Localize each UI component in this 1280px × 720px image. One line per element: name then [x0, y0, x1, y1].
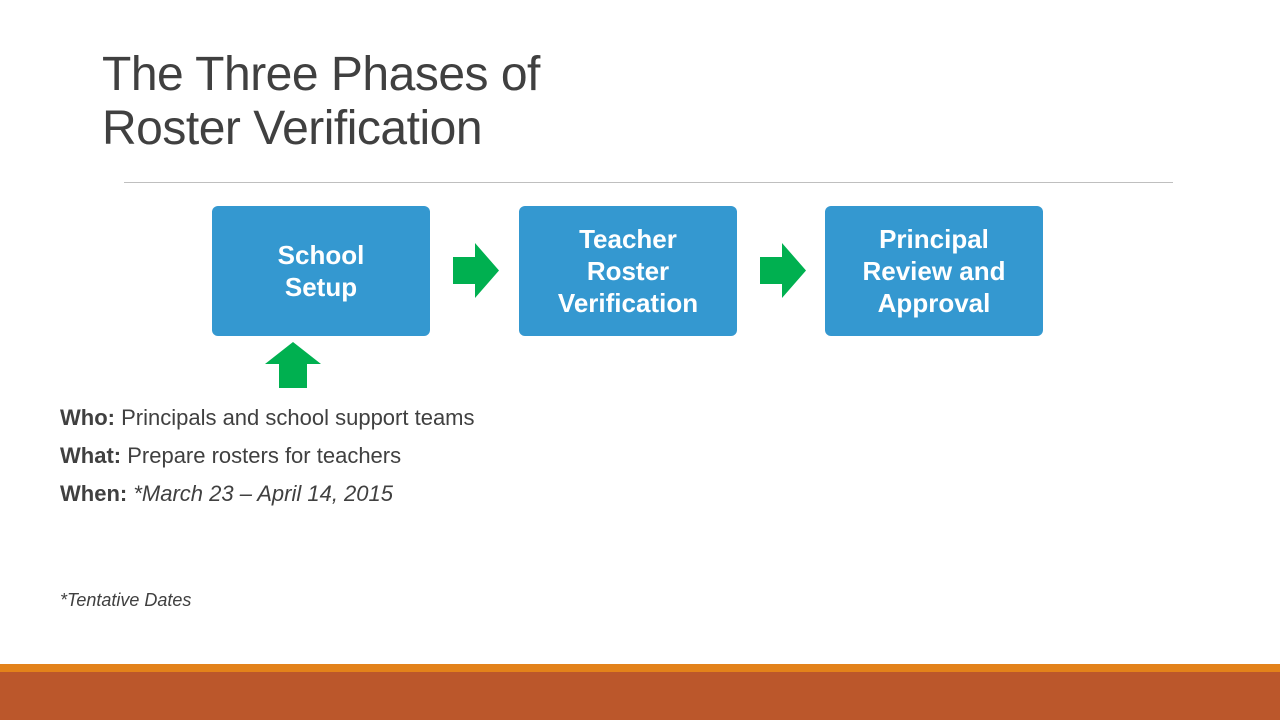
phase-box-principal-review-approval: [825, 206, 1043, 336]
phase-label-line: School: [277, 240, 365, 270]
detail-who-value: Principals and school support teams: [121, 405, 475, 430]
detail-when-value: *March 23 – April 14, 2015: [133, 481, 393, 506]
detail-when-label: When:: [60, 481, 128, 506]
title-line-1: The Three Phases of: [102, 48, 540, 101]
arrow-right-icon: [453, 243, 499, 298]
arrow-up-icon: [265, 342, 321, 388]
phase-label: [558, 223, 698, 319]
phase-label-line: Roster: [586, 256, 670, 286]
detail-who: [60, 404, 540, 432]
phase-label-line: Verification: [557, 288, 699, 318]
title-line-2: Roster Verification: [102, 102, 483, 155]
phase-label: [278, 239, 365, 303]
detail-what: [60, 442, 540, 470]
phase-details: [60, 404, 540, 518]
detail-who-label: Who:: [60, 405, 115, 430]
detail-when: [60, 480, 540, 508]
phase-label-line: Review and: [862, 256, 1006, 286]
footnote-tentative-dates: *Tentative Dates: [60, 590, 192, 610]
phase-label-line: Principal: [879, 224, 989, 254]
phase-label: [862, 223, 1005, 319]
footer-bar: [0, 672, 1280, 720]
slide-title: [102, 48, 540, 156]
phase-box-teacher-roster-verification: [519, 206, 737, 336]
phase-label-line: Setup: [284, 272, 358, 302]
title-divider: [124, 182, 1173, 183]
detail-what-value: Prepare rosters for teachers: [127, 443, 402, 468]
phase-box-school-setup: [212, 206, 430, 336]
footer-accent-stripe: [0, 664, 1280, 672]
detail-what-label: What:: [60, 443, 122, 468]
phase-label-line: Approval: [877, 288, 991, 318]
arrow-right-icon: [760, 243, 806, 298]
phase-label-line: Teacher: [579, 224, 677, 254]
